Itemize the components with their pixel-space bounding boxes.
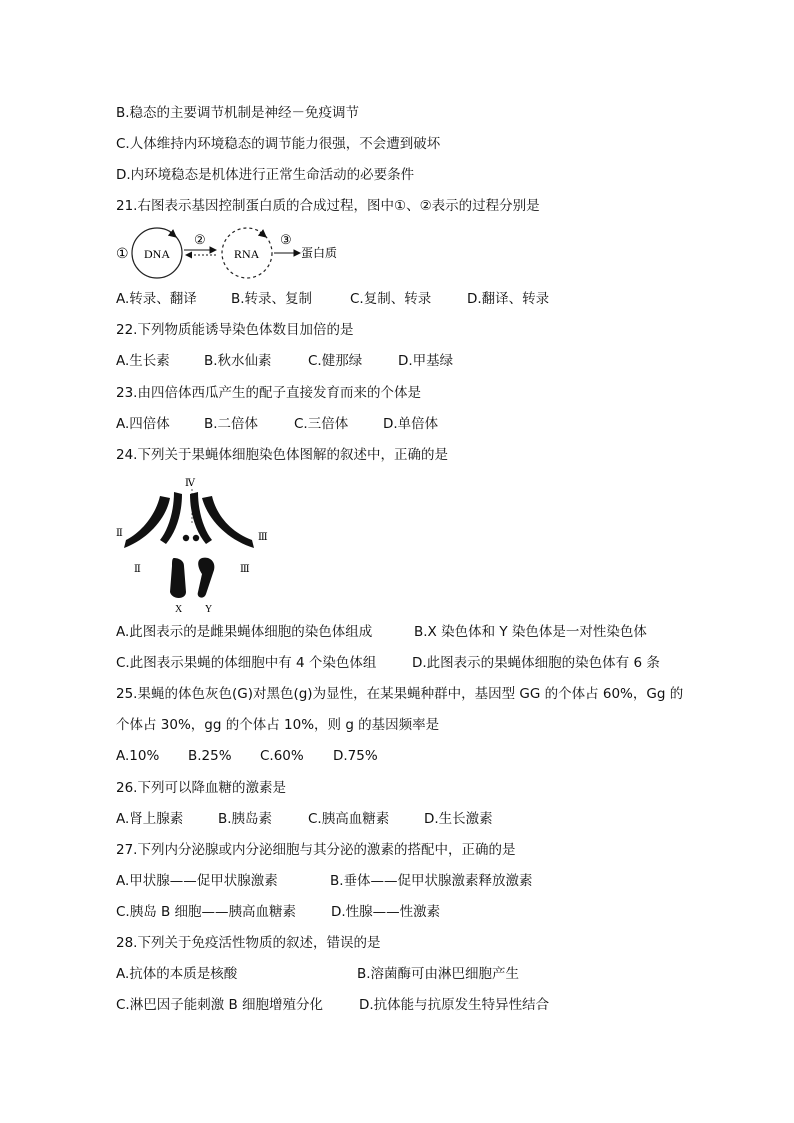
option-25-a: A.10%	[116, 748, 160, 764]
fruit-fly-chromosome-figure	[112, 474, 274, 616]
option-22-a: A.生长素	[116, 353, 170, 369]
option-25-d: D.75%	[333, 748, 378, 764]
option-24-b: B.X 染色体和 Y 染色体是一对性染色体	[414, 624, 647, 640]
label-x: X	[175, 604, 183, 615]
option-27-a: A.甲状腺——促甲状腺激素	[116, 873, 278, 889]
option-20-c: C.人体维持内环境稳态的调节能力很强，不会遭到破坏	[116, 136, 441, 152]
question-26-stem: 26.下列可以降血糖的激素是	[116, 780, 286, 796]
option-26-b: B.胰岛素	[218, 811, 273, 827]
label-iv: Ⅳ	[185, 478, 195, 489]
dna-label: DNA	[144, 247, 170, 261]
question-24-stem: 24.下列关于果蝇体细胞染色体图解的叙述中，正确的是	[116, 447, 448, 463]
option-28-c: C.淋巴因子能刺激 B 细胞增殖分化	[116, 997, 324, 1013]
question-23-stem: 23.由四倍体西瓜产生的配子直接发育而来的个体是	[116, 385, 421, 401]
option-28-b: B.溶菌酶可由淋巴细胞产生	[357, 966, 520, 982]
rna-label: RNA	[234, 247, 260, 261]
option-23-b: B.二倍体	[204, 416, 259, 432]
question-27-stem: 27.下列内分泌腺或内分泌细胞与其分泌的激素的搭配中，正确的是	[116, 842, 516, 858]
question-25-stem-line2: 个体占 30%，gg 的个体占 10%，则 g 的基因频率是	[116, 717, 440, 733]
option-23-a: A.四倍体	[116, 416, 170, 432]
option-26-d: D.生长激素	[424, 811, 493, 827]
label-iii-inner: Ⅲ	[240, 564, 250, 575]
option-23-d: D.单倍体	[383, 416, 439, 432]
label-ii-outer: Ⅱ	[116, 528, 123, 539]
option-24-a: A.此图表示的是雌果蝇体细胞的染色体组成	[116, 624, 373, 640]
option-22-b: B.秋水仙素	[204, 353, 272, 369]
gene-expression-diagram	[112, 226, 352, 284]
question-21-stem: 21.右图表示基因控制蛋白质的合成过程，图中①、②表示的过程分别是	[116, 198, 540, 214]
option-24-d: D.此图表示的果蝇体细胞的染色体有 6 条	[412, 655, 660, 671]
protein-label: 蛋白质	[301, 246, 338, 260]
marker-3: ③	[280, 232, 292, 247]
option-21-a: A.转录、翻译	[116, 291, 197, 307]
question-25-stem-line1: 25.果蝇的体色灰色(G)对黑色(g)为显性，在某果蝇种群中，基因型 GG 的个体占 60%，Gg 的	[116, 686, 684, 702]
option-21-b: B.转录、复制	[231, 291, 313, 307]
option-22-c: C.健那绿	[308, 353, 363, 369]
option-28-a: A.抗体的本质是核酸	[116, 966, 238, 982]
option-21-d: D.翻译、转录	[467, 291, 550, 307]
option-25-c: C.60%	[260, 748, 304, 764]
question-28-stem: 28.下列关于免疫活性物质的叙述，错误的是	[116, 935, 381, 951]
label-y: Y	[205, 604, 213, 615]
option-27-b: B.垂体——促甲状腺激素释放激素	[330, 873, 533, 889]
option-24-c: C.此图表示果蝇的体细胞中有 4 个染色体组	[116, 655, 377, 671]
option-28-d: D.抗体能与抗原发生特异性结合	[359, 997, 550, 1013]
question-22-stem: 22.下列物质能诱导染色体数目加倍的是	[116, 322, 354, 338]
option-26-a: A.肾上腺素	[116, 811, 184, 827]
option-27-d: D.性腺——性激素	[331, 904, 441, 920]
option-27-c: C.胰岛 B 细胞——胰高血糖素	[116, 904, 297, 920]
label-iii-outer: Ⅲ	[258, 532, 268, 543]
marker-2: ②	[194, 232, 206, 247]
option-20-d: D.内环境稳态是机体进行正常生命活动的必要条件	[116, 167, 415, 183]
option-20-b: B.稳态的主要调节机制是神经－免疫调节	[116, 105, 360, 121]
option-26-c: C.胰高血糖素	[308, 811, 390, 827]
marker-1: ①	[116, 247, 129, 262]
option-22-d: D.甲基绿	[398, 353, 454, 369]
option-25-b: B.25%	[188, 748, 232, 764]
option-21-c: C.复制、转录	[350, 291, 432, 307]
label-ii-inner: Ⅱ	[134, 564, 141, 575]
option-23-c: C.三倍体	[294, 416, 349, 432]
